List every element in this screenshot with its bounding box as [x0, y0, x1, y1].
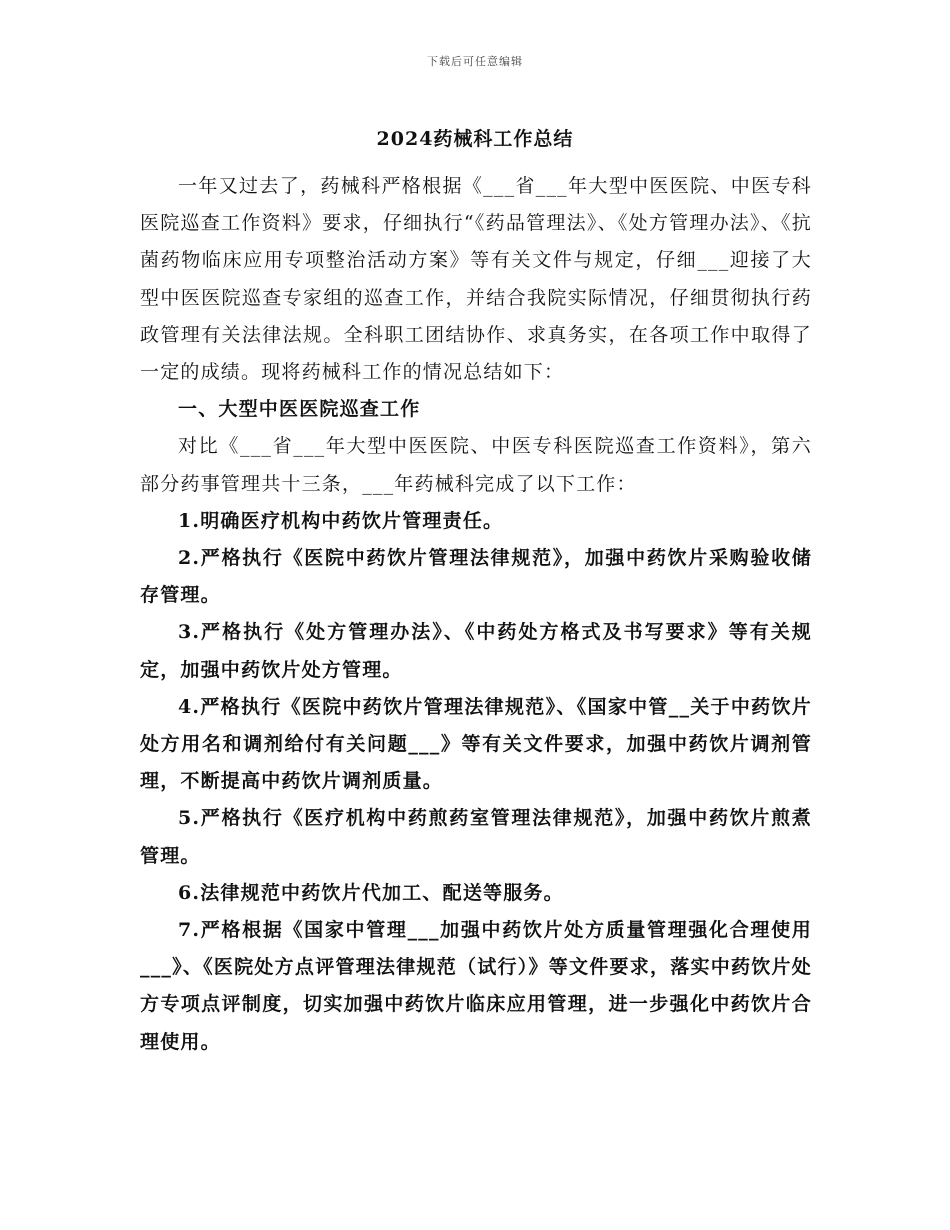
list-item: 5.严格执行《医疗机构中药煎药室管理法律规范》，加强中药饮片煎煮管理。 [140, 807, 812, 867]
list-item: 3.严格执行《处方管理办法》、《中药处方格式及书写要求》等有关规定，加强中药饮片处方管理。 [140, 621, 812, 681]
list-item: 6.法律规范中药饮片代加工、配送等服务。 [178, 881, 564, 904]
list-item: 1.明确医疗机构中药饮片管理责任。 [178, 509, 504, 532]
list-item: 2.严格执行《医院中药饮片管理法律规范》，加强中药饮片采购验收储存管理。 [140, 547, 812, 607]
section-heading: 一、大型中医医院巡查工作 [178, 398, 421, 421]
list-item: 4.严格执行《医院中药饮片管理法律规范》、《国家中管__关于中药饮片处方用名和调剂给付有关问题___》等有关文件要求，加强中药饮片调剂管理，不断提高中药饮片调剂质量。 [140, 695, 812, 793]
intro-paragraph: 一年又过去了，药械科严格根据《___省___年大型中医医院、中医专科医院巡查工作资料》要求，仔细执行“《药品管理法》、《处方管理办法》、《抗菌药物临床应用专项整治活动方案》等有关文件与规定，仔细___迎接了大型中医医院巡查专家组的巡查工作，并结合我院实际情况，仔细贯彻执行药政管理有关法律法规。全科职工团结协作、求真务实，在各项工作中取得了一定的成绩。现将药械科工作的情况总结如下： [140, 175, 812, 384]
document-body [140, 168, 812, 1061]
list-item: 7.严格根据《国家中管理___加强中药饮片处方质量管理强化合理使用___》、《医院处方点评管理法律规范（试行）》等文件要求，落实中药饮片处方专项点评制度，切实加强中药饮片临床应用管理，进一步强化中药饮片合理使用。 [140, 919, 812, 1053]
page-header-note: 下载后可任意编辑 [427, 55, 523, 68]
document-title: 2024药械科工作总结 [376, 128, 574, 150]
section-paragraph: 对比《___省___年大型中医医院、中医专科医院巡查工作资料》，第六部分药事管理共十三条，___年药械科完成了以下工作： [140, 435, 812, 495]
